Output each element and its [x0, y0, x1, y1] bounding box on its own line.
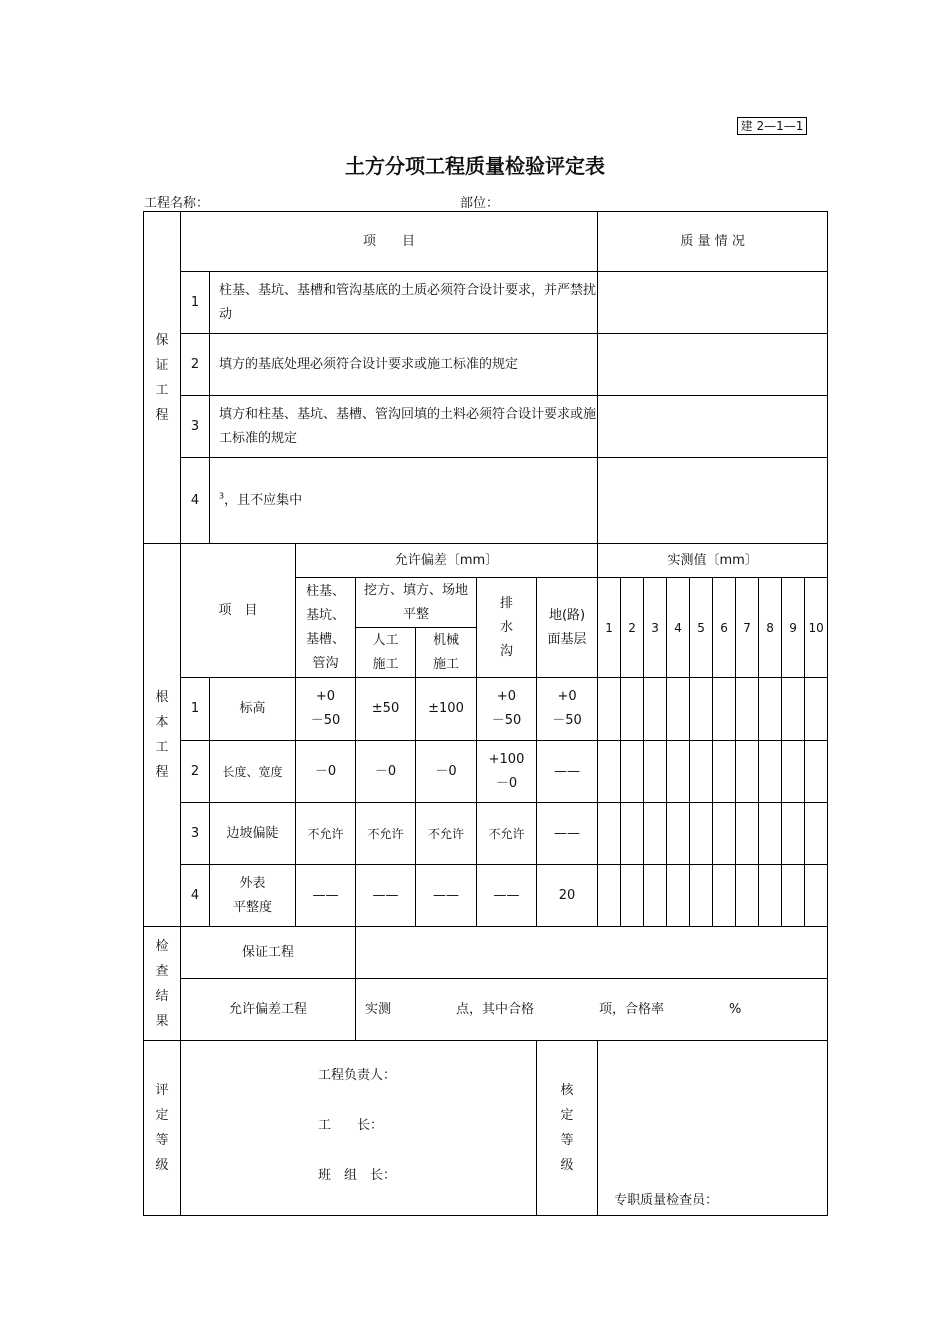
- guarantee-header-item: 项 目: [181, 212, 598, 272]
- measure-col: 1: [598, 578, 621, 678]
- table-row: [144, 741, 828, 803]
- measure-cell[interactable]: [598, 865, 621, 927]
- cell-machine: ——: [416, 865, 477, 927]
- measure-cell[interactable]: [805, 741, 828, 803]
- guarantee-row-text: 柱基、基坑、基槽和管沟基底的土质必须符合设计要求，并严禁扰动: [210, 272, 598, 334]
- cell-machine: 不允许: [416, 803, 477, 865]
- location-label: 部位：: [460, 196, 500, 211]
- measure-cell[interactable]: [644, 741, 667, 803]
- basic-header-item: 项 目: [181, 544, 296, 678]
- rating-signatures[interactable]: [181, 1041, 537, 1216]
- measure-col: 10: [805, 578, 828, 678]
- measure-cell[interactable]: [736, 741, 759, 803]
- foreman-label: 工 长：: [318, 1118, 384, 1133]
- col-excavation: 挖方、填方、场地平整: [356, 578, 477, 628]
- measure-cell[interactable]: [667, 865, 690, 927]
- measure-cell[interactable]: [713, 865, 736, 927]
- measure-cell[interactable]: [759, 678, 782, 741]
- measure-cell[interactable]: [598, 803, 621, 865]
- document-code: 建 2—1—1: [737, 117, 807, 135]
- row-no: 4: [181, 865, 210, 927]
- project-lead-label: 工程负责人：: [318, 1068, 397, 1083]
- measure-cell[interactable]: [782, 741, 805, 803]
- col-road: 地(路) 面基层: [537, 578, 598, 678]
- row-no: 2: [181, 741, 210, 803]
- guarantee-row-no: 2: [181, 334, 210, 396]
- guarantee-row-quality[interactable]: [598, 272, 828, 334]
- measure-col: 7: [736, 578, 759, 678]
- measure-col: 2: [621, 578, 644, 678]
- cell-machine: －0: [416, 741, 477, 803]
- measure-cell[interactable]: [782, 865, 805, 927]
- guarantee-row-quality[interactable]: [598, 334, 828, 396]
- cell-manual: 不允许: [356, 803, 416, 865]
- table-row: [144, 678, 828, 741]
- cell-drain: ——: [477, 865, 537, 927]
- measure-cell[interactable]: [621, 741, 644, 803]
- col-foundation: 柱基、 基坑、 基槽、 管沟: [296, 578, 356, 678]
- measure-cell[interactable]: [805, 865, 828, 927]
- inspection-section-label: 检 查 结 果: [144, 927, 181, 1041]
- cell-road: ——: [537, 803, 598, 865]
- measure-cell[interactable]: [759, 803, 782, 865]
- measure-cell[interactable]: [621, 803, 644, 865]
- cell-road: 20: [537, 865, 598, 927]
- row-name: 标高: [210, 678, 296, 741]
- col-drain: 排 水 沟: [477, 578, 537, 678]
- measure-cell[interactable]: [690, 741, 713, 803]
- measure-col: 5: [690, 578, 713, 678]
- measure-col: 4: [667, 578, 690, 678]
- table-row: [144, 803, 828, 865]
- measure-cell[interactable]: [713, 678, 736, 741]
- measure-cell[interactable]: [644, 678, 667, 741]
- measure-cell[interactable]: [690, 678, 713, 741]
- inspector-cell[interactable]: [598, 1041, 828, 1216]
- inspection-tolerance-label: 允许偏差工程: [181, 979, 356, 1041]
- verify-section-label: 核 定 等 级: [537, 1041, 598, 1216]
- measure-cell[interactable]: [667, 678, 690, 741]
- measure-cell[interactable]: [598, 741, 621, 803]
- measure-cell[interactable]: [621, 678, 644, 741]
- measure-cell[interactable]: [713, 803, 736, 865]
- cell-machine: ±100: [416, 678, 477, 741]
- measure-cell[interactable]: [644, 803, 667, 865]
- superscript: 3: [219, 491, 225, 501]
- measure-cell[interactable]: [759, 741, 782, 803]
- measure-col: 3: [644, 578, 667, 678]
- guarantee-row-text: 填方的基底处理必须符合设计要求或施工标准的规定: [210, 334, 598, 396]
- guarantee-section-label: 保 证 工 程: [144, 212, 181, 544]
- cell-foundation: +0 －50: [296, 678, 356, 741]
- measure-cell[interactable]: [598, 678, 621, 741]
- measure-cell[interactable]: [736, 803, 759, 865]
- guarantee-row-no: 4: [181, 458, 210, 544]
- measure-cell[interactable]: [690, 865, 713, 927]
- cell-foundation: 不允许: [296, 803, 356, 865]
- measure-col: 8: [759, 578, 782, 678]
- guarantee-row-quality[interactable]: [598, 396, 828, 458]
- measure-cell[interactable]: [805, 803, 828, 865]
- rating-section-label: 评 定 等 级: [144, 1041, 181, 1216]
- cell-drain: 不允许: [477, 803, 537, 865]
- measure-cell[interactable]: [782, 678, 805, 741]
- col-manual: 人工 施工: [356, 628, 416, 678]
- inspection-form-table: [143, 211, 828, 1216]
- measure-cell[interactable]: [667, 741, 690, 803]
- inspection-measured-text[interactable]: 实测 点，其中合格 项，合格率 %: [356, 979, 828, 1041]
- project-name-label: 工程名称：: [144, 196, 210, 211]
- cell-drain: +100 －0: [477, 741, 537, 803]
- measure-cell[interactable]: [621, 865, 644, 927]
- row-name: 边坡偏陡: [210, 803, 296, 865]
- basic-section-label: 根 本 工 程: [144, 544, 181, 927]
- measured-header: 实测值〔mm〕: [598, 544, 828, 578]
- page-title: 土方分项工程质量检验评定表: [345, 154, 605, 178]
- cell-foundation: ——: [296, 865, 356, 927]
- cell-road: +0 －50: [537, 678, 598, 741]
- measure-cell[interactable]: [759, 865, 782, 927]
- measure-cell[interactable]: [805, 678, 828, 741]
- cell-manual: ±50: [356, 678, 416, 741]
- measure-cell[interactable]: [713, 741, 736, 803]
- inspection-guarantee-value[interactable]: [356, 927, 828, 979]
- measure-cell[interactable]: [644, 865, 667, 927]
- guarantee-row-text: 填方和柱基、基坑、基槽、管沟回填的土料必须符合设计要求或施工标准的规定: [210, 396, 598, 458]
- measure-cell[interactable]: [736, 865, 759, 927]
- cell-foundation: －0: [296, 741, 356, 803]
- measure-cell[interactable]: [667, 803, 690, 865]
- inspector-label: 专职质量检查员：: [614, 1193, 719, 1208]
- guarantee-header-quality: 质 量 情 况: [598, 212, 828, 272]
- guarantee-row-no: 3: [181, 396, 210, 458]
- measure-col: 6: [713, 578, 736, 678]
- guarantee-row-no: 1: [181, 272, 210, 334]
- row-name: 长度、宽度: [210, 741, 296, 803]
- table-row: [144, 865, 828, 927]
- row-name: 外表 平整度: [210, 865, 296, 927]
- cell-drain: +0 －50: [477, 678, 537, 741]
- guarantee-row-text: $^3$，且不应集中: [210, 458, 598, 544]
- row-no: 3: [181, 803, 210, 865]
- guarantee-row-quality[interactable]: [598, 458, 828, 544]
- tolerance-header: 允许偏差〔mm〕: [296, 544, 598, 578]
- measure-cell[interactable]: [690, 803, 713, 865]
- measure-cell[interactable]: [782, 803, 805, 865]
- measure-cell[interactable]: [736, 678, 759, 741]
- col-machine: 机械 施工: [416, 628, 477, 678]
- cell-road: ——: [537, 741, 598, 803]
- measure-col: 9: [782, 578, 805, 678]
- inspection-guarantee-label: 保证工程: [181, 927, 356, 979]
- cell-manual: －0: [356, 741, 416, 803]
- cell-manual: ——: [356, 865, 416, 927]
- row-no: 1: [181, 678, 210, 741]
- team-lead-label: 班 组 长：: [318, 1168, 397, 1183]
